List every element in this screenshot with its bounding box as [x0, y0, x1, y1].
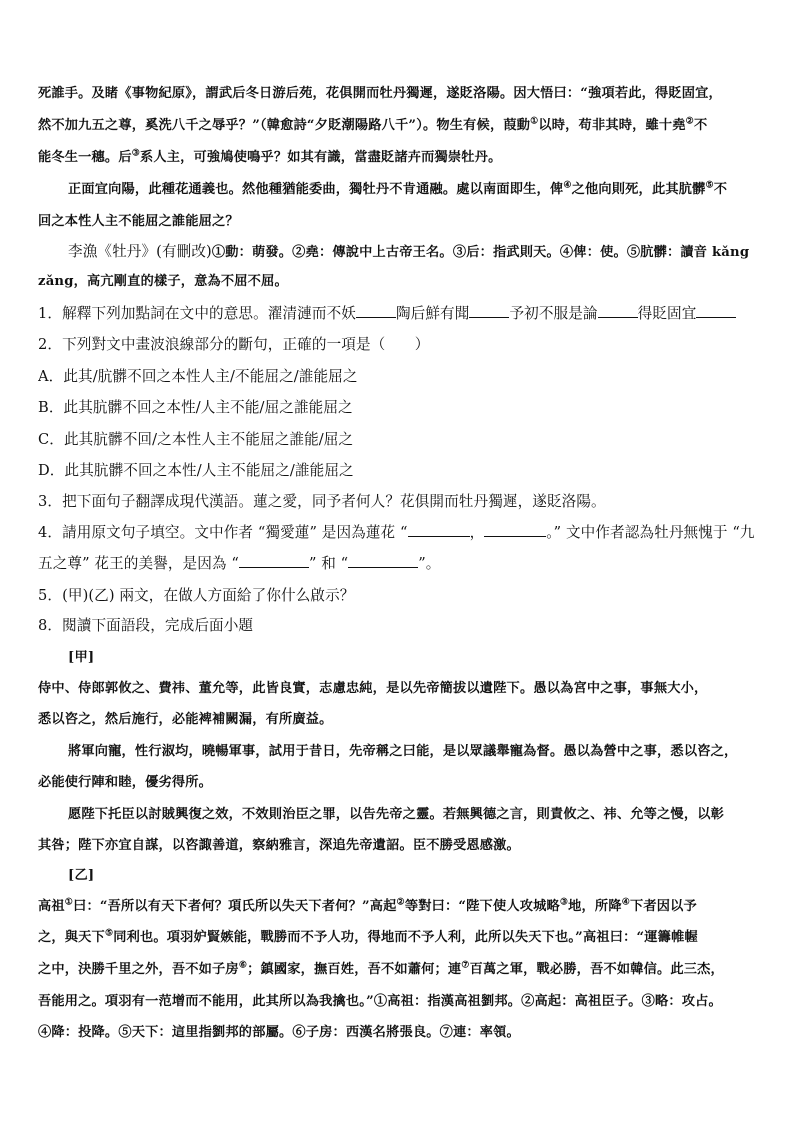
answer-blank[interactable]: [469, 303, 509, 318]
text: B．此其肮髒不回之本性/人主不能/屈之誰能屈之: [38, 399, 353, 416]
passage-line: [38, 895, 764, 914]
text: 將軍向寵，性行淑均，曉暢軍事，試用于昔日，先帝稱之曰能，是以眾議舉寵為督。愚以為營中之事，悉以咨之，: [68, 744, 738, 759]
section-label-jia: [68, 646, 764, 665]
footnote-marker: ①: [64, 897, 74, 908]
text: 曰：“吾所以有天下者何？項氏所以失天下者何？”高起: [73, 899, 397, 914]
answer-blank[interactable]: [696, 303, 736, 318]
text: 之中，決勝千里之外，吾不如子房: [38, 962, 239, 977]
section-label-yi: [68, 864, 764, 883]
text: 不: [713, 182, 728, 197]
footnote-marker: ③: [559, 897, 569, 908]
passage-line: [38, 834, 764, 853]
text: 之他向則死，: [571, 182, 652, 197]
source-note: [38, 270, 764, 289]
passage-line: [38, 708, 764, 727]
text: 不: [693, 118, 708, 133]
text: 高祖: [38, 899, 65, 914]
answer-blank[interactable]: [598, 303, 638, 318]
text: ①動：萌發。②堯：傳說中上古帝王名。③后：指武則天。④俾：使。⑤肮髒：讀音 kǎng: [211, 245, 750, 260]
text: ” 和 “: [308, 555, 349, 572]
text: 等對曰：“陛下使人攻城略: [404, 899, 560, 914]
question-4: [38, 521, 764, 542]
source-title: 李漁《牡丹》(有刪改): [68, 243, 212, 260]
text: 必能使行陣和睦，優劣得所。: [38, 775, 213, 790]
text: 之，與天下: [38, 930, 105, 945]
passage-line: [38, 677, 764, 696]
option-d[interactable]: [38, 459, 764, 480]
text: 地，所降: [568, 899, 622, 914]
footnote-marker: ⑤: [104, 928, 114, 939]
text: 得貶固宜: [637, 305, 697, 322]
text: 2．下列對文中畫波浪線部分的斷句，正確的一項是（ ）: [38, 336, 430, 353]
passage-line: [68, 740, 764, 759]
text: 其咎；陛下亦宜自謀，以咨諏善道，察納雅言，深追先帝遺詔。臣不勝受恩感激。: [38, 838, 520, 853]
answer-blank[interactable]: [484, 522, 546, 537]
text: ”。: [418, 555, 441, 572]
question-4-cont: [38, 552, 764, 573]
answer-blank[interactable]: [348, 553, 418, 568]
text: 悉以咨之，然后施行，必能裨補闕漏，有所廣益。: [38, 712, 333, 727]
text: 。” 文中作者認為牡丹無愧于 “九: [546, 524, 755, 541]
text: C．此其肮髒不回/之本性人主不能屈之誰能/屈之: [38, 431, 354, 448]
text: ，: [469, 524, 485, 541]
text: 五之尊” 花王的美譽，是因為 “: [38, 555, 239, 572]
answer-blank[interactable]: [239, 553, 309, 568]
text: 百萬之軍，戰必勝，吾不如韓信。此三杰，: [469, 962, 724, 977]
text: 1．解釋下列加點詞在文中的意思。濯清漣而不妖: [38, 305, 356, 322]
footnote-marker: ④: [563, 180, 572, 191]
text: 愿陛下托臣以討賊興復之效，不效則治臣之罪，以告先帝之靈。若無興德之言，則責攸之、祎、允等之慢，以彰: [68, 807, 724, 822]
passage-line: [38, 1021, 764, 1040]
text: 能冬生一穗。后: [38, 150, 132, 165]
text: D．此其肮髒不回之本性/人主不能屈之/誰能屈之: [38, 462, 354, 479]
passage-line: [38, 926, 764, 945]
text: 侍中、侍郎郭攸之、費祎、董允等，此皆良實，志慮忠純，是以先帝簡拔以遺陛下。愚以為宮中之事，事無大小，: [38, 681, 708, 696]
text: 3．把下面句子翻譯成現代漢語。蓮之愛，同予者何人？花俱開而牡丹獨遲，遂貶洛陽。: [38, 493, 606, 510]
footnote-marker: ③: [131, 148, 140, 159]
question-5: [38, 584, 764, 605]
text: 予初不服是論: [509, 305, 598, 322]
text: 5．(甲)(乙) 兩文，在做人方面給了你什么啟示？: [38, 587, 355, 604]
text: ④降：投降。⑤天下：這里指劉邦的部屬。⑥子房：西漢名將張良。⑦連：率領。: [38, 1025, 520, 1040]
passage-line: [68, 803, 764, 822]
passage-line: [38, 146, 764, 165]
wavy-underlined-text: 此其肮髒: [651, 182, 706, 197]
footnote-marker: ⑥: [238, 960, 248, 971]
text: 然不加九五之尊，奚洗八千之辱乎？”（韓愈詩“夕貶潮陽路八千”）。物生有候，葭動: [38, 118, 531, 133]
footnote-marker: ②: [396, 897, 405, 908]
text: [甲]: [68, 650, 95, 665]
text: 死誰手。及睹《事物紀原》，謂武后冬日游后苑，花俱開而牡丹獨遲，遂貶洛陽。因大悟曰：“強項若此，得貶固宜，: [38, 86, 722, 101]
question-2: [38, 333, 764, 354]
footnote-marker: ④: [621, 897, 630, 908]
question-8: [38, 614, 764, 635]
option-a[interactable]: [38, 365, 764, 386]
passage-line: [68, 178, 764, 197]
footnote-marker: ⑦: [461, 960, 470, 971]
text: zǎng，高亢剛直的樣子，意為不屈不屈。: [38, 274, 288, 289]
passage-line: [38, 210, 764, 229]
option-b[interactable]: [38, 396, 764, 417]
question-3: [38, 490, 764, 511]
passage-line: [38, 771, 764, 790]
footnote-marker: ⑤: [705, 180, 714, 191]
passage-line: [38, 958, 764, 977]
text: [乙]: [68, 868, 95, 883]
passage-line: [38, 990, 764, 1009]
source-note: [68, 240, 764, 261]
footnote-marker: ②: [685, 116, 694, 127]
text: 正面宜向陽，此種花通義也。然他種猶能委曲，獨牡丹不肯通融。處以南面即生，俾: [68, 182, 564, 197]
passage-line: [38, 82, 764, 101]
question-1: [38, 302, 764, 323]
text: 同利也。項羽妒賢嫉能，戰勝而不予人功，得地而不予人利，此所以失天下也。”高祖曰：“運籌帷幄: [113, 930, 698, 945]
text: 下者因以予: [630, 899, 697, 914]
passage-line: [38, 114, 764, 133]
option-c[interactable]: [38, 428, 764, 449]
answer-blank[interactable]: [408, 522, 470, 537]
footnote-marker: ①: [530, 116, 539, 127]
text: 8．閱讀下面語段，完成后面小題: [38, 617, 254, 634]
text: 吾能用之。項羽有一范增而不能用，此其所以為我擒也。”①高祖：指漢高祖劉邦。②高起：高祖臣子。③略：攻占。: [38, 994, 722, 1009]
answer-blank[interactable]: [356, 303, 396, 318]
text: 陶后鮮有聞: [395, 305, 470, 322]
text: A．此其/肮髒不回之本性人主/不能屈之/誰能屈之: [38, 368, 358, 385]
wavy-underlined-text: 回之本性人主不能屈之誰能屈之？: [38, 214, 239, 229]
text: 系人主，可強鳩使鳴乎？如其有識，當盡貶諸卉而獨崇牡丹。: [140, 150, 502, 165]
text: 以時，苟非其時，雖十堯: [538, 118, 686, 133]
text: 4．請用原文句子填空。文中作者 “獨愛蓮” 是因為蓮花 “: [38, 524, 408, 541]
text: ；鎮國家，撫百姓，吾不如蕭何；連: [247, 962, 462, 977]
